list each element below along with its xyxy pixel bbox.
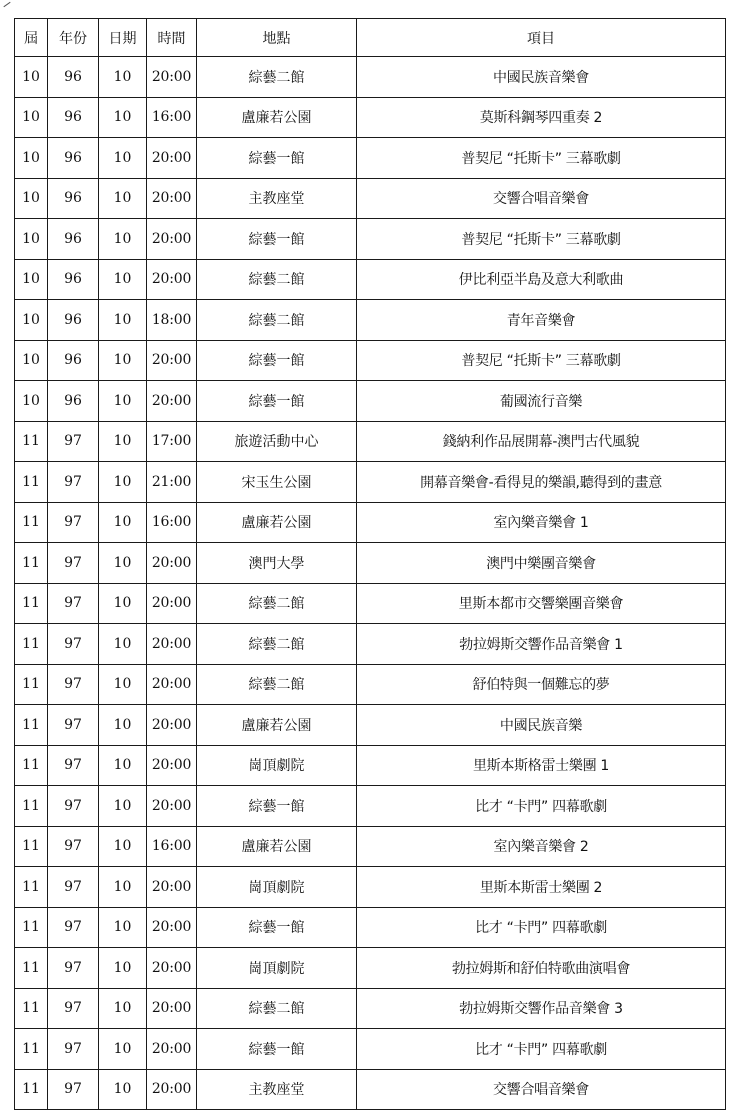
cell-date: 10 xyxy=(99,97,147,138)
cell-year: 97 xyxy=(48,867,99,908)
table-row xyxy=(15,57,726,98)
cell-date: 10 xyxy=(99,462,147,503)
cell-session: 11 xyxy=(15,705,48,746)
cell-year: 96 xyxy=(48,97,99,138)
cell-venue: 宋玉生公園 xyxy=(197,462,357,503)
table-row xyxy=(15,543,726,584)
cell-program: 莫斯科鋼琴四重奏 2 xyxy=(357,97,726,138)
table-row xyxy=(15,826,726,867)
cell-venue: 旅遊活動中心 xyxy=(197,421,357,462)
cell-session: 11 xyxy=(15,583,48,624)
cell-year: 96 xyxy=(48,219,99,260)
cell-venue: 綜藝一館 xyxy=(197,138,357,179)
table-row xyxy=(15,786,726,827)
cell-date: 10 xyxy=(99,826,147,867)
cell-program: 勃拉姆斯交響作品音樂會 3 xyxy=(357,988,726,1029)
cell-time: 20:00 xyxy=(147,786,197,827)
cell-program: 開幕音樂會-看得見的樂韻,聽得到的畫意 xyxy=(357,462,726,503)
cell-program: 中國民族音樂會 xyxy=(357,57,726,98)
cell-session: 10 xyxy=(15,97,48,138)
cell-time: 20:00 xyxy=(147,259,197,300)
cell-session: 10 xyxy=(15,219,48,260)
cell-venue: 綜藝二館 xyxy=(197,259,357,300)
table-row xyxy=(15,1069,726,1110)
cell-program: 錢納利作品展開幕-澳門古代風貌 xyxy=(357,421,726,462)
cell-session: 11 xyxy=(15,948,48,989)
cell-date: 10 xyxy=(99,948,147,989)
cell-program: 交響合唱音樂會 xyxy=(357,1069,726,1110)
cell-venue: 綜藝二館 xyxy=(197,624,357,665)
cell-venue: 盧廉若公園 xyxy=(197,826,357,867)
table-row xyxy=(15,705,726,746)
cell-venue: 綜藝二館 xyxy=(197,988,357,1029)
table-row xyxy=(15,948,726,989)
cell-time: 20:00 xyxy=(147,583,197,624)
cell-venue: 綜藝二館 xyxy=(197,664,357,705)
cell-date: 10 xyxy=(99,300,147,341)
cell-time: 20:00 xyxy=(147,867,197,908)
cell-date: 10 xyxy=(99,178,147,219)
table-row xyxy=(15,178,726,219)
cell-date: 10 xyxy=(99,138,147,179)
cell-year: 96 xyxy=(48,340,99,381)
cell-program: 普契尼 “托斯卡” 三幕歌劇 xyxy=(357,138,726,179)
cell-year: 97 xyxy=(48,421,99,462)
cell-program: 普契尼 “托斯卡” 三幕歌劇 xyxy=(357,340,726,381)
cell-year: 96 xyxy=(48,300,99,341)
cell-time: 20:00 xyxy=(147,907,197,948)
cell-time: 20:00 xyxy=(147,178,197,219)
cell-program: 比才 “卡門” 四幕歌劇 xyxy=(357,786,726,827)
cell-date: 10 xyxy=(99,583,147,624)
cell-venue: 主教座堂 xyxy=(197,1069,357,1110)
cell-year: 96 xyxy=(48,57,99,98)
cell-year: 97 xyxy=(48,826,99,867)
header-row xyxy=(15,19,726,57)
cell-session: 11 xyxy=(15,1029,48,1070)
cell-year: 97 xyxy=(48,745,99,786)
cell-year: 97 xyxy=(48,502,99,543)
table-row xyxy=(15,502,726,543)
cell-year: 97 xyxy=(48,948,99,989)
cell-session: 11 xyxy=(15,462,48,503)
table-row xyxy=(15,664,726,705)
cell-date: 10 xyxy=(99,786,147,827)
cell-date: 10 xyxy=(99,745,147,786)
cell-time: 18:00 xyxy=(147,300,197,341)
cell-date: 10 xyxy=(99,624,147,665)
cell-venue: 綜藝一館 xyxy=(197,786,357,827)
cell-year: 96 xyxy=(48,138,99,179)
cell-year: 96 xyxy=(48,178,99,219)
cell-venue: 主教座堂 xyxy=(197,178,357,219)
cell-program: 比才 “卡門” 四幕歌劇 xyxy=(357,1029,726,1070)
header-venue: 地點 xyxy=(197,19,357,57)
cell-venue: 綜藝一館 xyxy=(197,381,357,422)
cell-time: 17:00 xyxy=(147,421,197,462)
cell-time: 20:00 xyxy=(147,543,197,584)
cell-session: 11 xyxy=(15,664,48,705)
cell-time: 20:00 xyxy=(147,988,197,1029)
cell-session: 11 xyxy=(15,826,48,867)
table-row xyxy=(15,745,726,786)
cell-year: 97 xyxy=(48,1069,99,1110)
cell-year: 97 xyxy=(48,988,99,1029)
cell-date: 10 xyxy=(99,543,147,584)
cell-venue: 綜藝一館 xyxy=(197,1029,357,1070)
cell-session: 10 xyxy=(15,57,48,98)
cell-year: 97 xyxy=(48,786,99,827)
header-session: 屆 xyxy=(15,19,48,57)
cell-session: 11 xyxy=(15,1069,48,1110)
cell-year: 97 xyxy=(48,583,99,624)
cell-date: 10 xyxy=(99,381,147,422)
cell-time: 20:00 xyxy=(147,381,197,422)
table-row xyxy=(15,988,726,1029)
cell-program: 室內樂音樂會 1 xyxy=(357,502,726,543)
table-row xyxy=(15,421,726,462)
cell-time: 20:00 xyxy=(147,745,197,786)
header-program: 項目 xyxy=(357,19,726,57)
cell-year: 96 xyxy=(48,381,99,422)
cell-date: 10 xyxy=(99,219,147,260)
cell-session: 11 xyxy=(15,786,48,827)
cell-date: 10 xyxy=(99,907,147,948)
cell-date: 10 xyxy=(99,502,147,543)
table-row xyxy=(15,97,726,138)
cell-date: 10 xyxy=(99,259,147,300)
schedule-sheet xyxy=(14,18,726,1110)
cell-time: 20:00 xyxy=(147,138,197,179)
cell-venue: 綜藝一館 xyxy=(197,219,357,260)
cell-venue: 綜藝一館 xyxy=(197,340,357,381)
cell-venue: 盧廉若公園 xyxy=(197,97,357,138)
cell-date: 10 xyxy=(99,664,147,705)
cell-program: 比才 “卡門” 四幕歌劇 xyxy=(357,907,726,948)
cell-year: 97 xyxy=(48,462,99,503)
cell-date: 10 xyxy=(99,57,147,98)
cell-session: 11 xyxy=(15,543,48,584)
cell-session: 11 xyxy=(15,907,48,948)
cell-year: 97 xyxy=(48,1029,99,1070)
table-row xyxy=(15,138,726,179)
cell-program: 勃拉姆斯交響作品音樂會 1 xyxy=(357,624,726,665)
cell-venue: 綜藝二館 xyxy=(197,583,357,624)
cell-date: 10 xyxy=(99,421,147,462)
cell-venue: 崗頂劇院 xyxy=(197,867,357,908)
table-row xyxy=(15,300,726,341)
cell-time: 20:00 xyxy=(147,705,197,746)
cell-venue: 盧廉若公園 xyxy=(197,705,357,746)
cell-program: 中國民族音樂 xyxy=(357,705,726,746)
cell-time: 16:00 xyxy=(147,502,197,543)
cell-session: 11 xyxy=(15,867,48,908)
cell-time: 16:00 xyxy=(147,826,197,867)
cell-time: 16:00 xyxy=(147,97,197,138)
cell-time: 20:00 xyxy=(147,664,197,705)
performance-schedule-table xyxy=(14,18,726,1110)
scan-mark xyxy=(3,2,10,7)
cell-program: 青年音樂會 xyxy=(357,300,726,341)
header-date: 日期 xyxy=(99,19,147,57)
cell-session: 11 xyxy=(15,421,48,462)
header-year: 年份 xyxy=(48,19,99,57)
cell-program: 舒伯特與一個難忘的夢 xyxy=(357,664,726,705)
cell-session: 11 xyxy=(15,988,48,1029)
cell-venue: 盧廉若公園 xyxy=(197,502,357,543)
cell-session: 10 xyxy=(15,138,48,179)
table-body xyxy=(15,57,726,1110)
table-row xyxy=(15,1029,726,1070)
cell-year: 97 xyxy=(48,624,99,665)
table-row xyxy=(15,624,726,665)
cell-time: 20:00 xyxy=(147,219,197,260)
cell-date: 10 xyxy=(99,340,147,381)
header-time: 時間 xyxy=(147,19,197,57)
cell-date: 10 xyxy=(99,1029,147,1070)
cell-venue: 崗頂劇院 xyxy=(197,745,357,786)
cell-session: 10 xyxy=(15,340,48,381)
cell-venue: 崗頂劇院 xyxy=(197,948,357,989)
cell-session: 11 xyxy=(15,624,48,665)
cell-year: 97 xyxy=(48,705,99,746)
table-row xyxy=(15,259,726,300)
cell-time: 20:00 xyxy=(147,624,197,665)
cell-session: 10 xyxy=(15,259,48,300)
cell-venue: 澳門大學 xyxy=(197,543,357,584)
cell-program: 勃拉姆斯和舒伯特歌曲演唱會 xyxy=(357,948,726,989)
table-row xyxy=(15,867,726,908)
cell-date: 10 xyxy=(99,705,147,746)
cell-session: 10 xyxy=(15,300,48,341)
table-row xyxy=(15,462,726,503)
cell-time: 20:00 xyxy=(147,1069,197,1110)
table-row xyxy=(15,907,726,948)
cell-date: 10 xyxy=(99,988,147,1029)
cell-venue: 綜藝一館 xyxy=(197,907,357,948)
cell-session: 11 xyxy=(15,745,48,786)
cell-date: 10 xyxy=(99,867,147,908)
cell-session: 10 xyxy=(15,381,48,422)
cell-date: 10 xyxy=(99,1069,147,1110)
cell-year: 97 xyxy=(48,664,99,705)
cell-year: 97 xyxy=(48,543,99,584)
cell-program: 里斯本斯格雷士樂團 1 xyxy=(357,745,726,786)
table-row xyxy=(15,340,726,381)
cell-year: 96 xyxy=(48,259,99,300)
cell-time: 20:00 xyxy=(147,1029,197,1070)
cell-time: 21:00 xyxy=(147,462,197,503)
cell-venue: 綜藝二館 xyxy=(197,300,357,341)
cell-time: 20:00 xyxy=(147,57,197,98)
cell-program: 伊比利亞半島及意大利歌曲 xyxy=(357,259,726,300)
cell-program: 里斯本斯雷士樂團 2 xyxy=(357,867,726,908)
cell-program: 里斯本都市交響樂團音樂會 xyxy=(357,583,726,624)
cell-program: 交響合唱音樂會 xyxy=(357,178,726,219)
table-row xyxy=(15,583,726,624)
cell-program: 普契尼 “托斯卡” 三幕歌劇 xyxy=(357,219,726,260)
table-row xyxy=(15,219,726,260)
cell-program: 室內樂音樂會 2 xyxy=(357,826,726,867)
cell-time: 20:00 xyxy=(147,340,197,381)
cell-session: 10 xyxy=(15,178,48,219)
table-header xyxy=(15,19,726,57)
table-row xyxy=(15,381,726,422)
cell-program: 澳門中樂團音樂會 xyxy=(357,543,726,584)
cell-time: 20:00 xyxy=(147,948,197,989)
cell-program: 葡國流行音樂 xyxy=(357,381,726,422)
cell-year: 97 xyxy=(48,907,99,948)
cell-venue: 綜藝二館 xyxy=(197,57,357,98)
cell-session: 11 xyxy=(15,502,48,543)
